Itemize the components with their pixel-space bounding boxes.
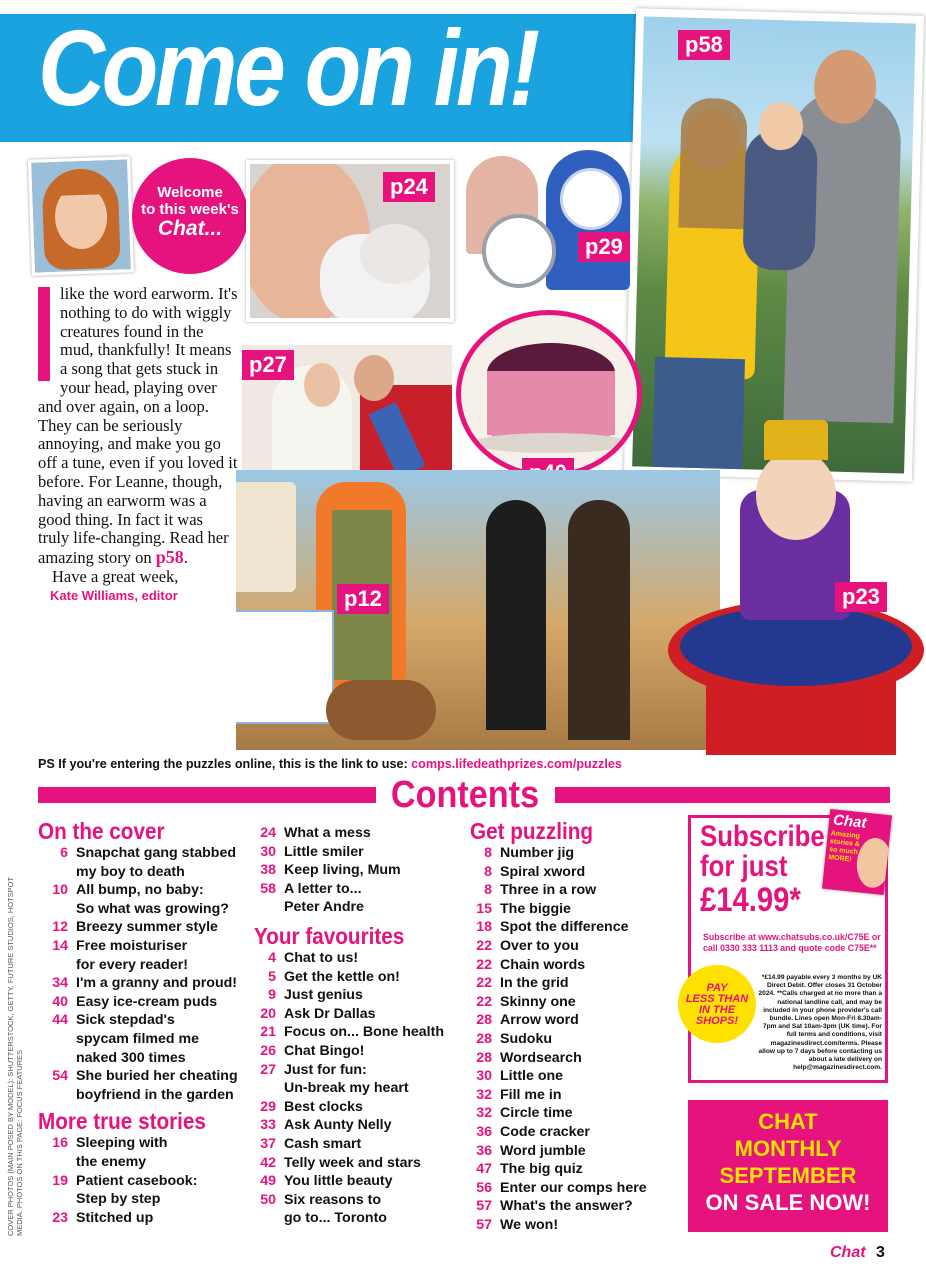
- contents-column-3: [462, 818, 682, 1234]
- section-title-get-puzzling: Get puzzling: [470, 818, 594, 844]
- photo-credit: COVER PHOTOS (MAIN POSED BY MODEL): SHUTTERSTOCK, GETTY, FUTURE STUDIOS, HOTSPOT MEDIA. PHOTOS ON THIS PAGE: FOCUS FEATURES: [6, 877, 24, 1236]
- contents-entry[interactable]: [246, 949, 461, 968]
- entry-title: What's the answer?: [500, 1198, 633, 1215]
- contents-entry[interactable]: [462, 1011, 682, 1030]
- entry-page-number: [38, 863, 76, 882]
- entry-page-number: 54: [52, 1068, 68, 1085]
- page-title: Come on in!: [38, 7, 537, 128]
- page-tag-p23[interactable]: p23: [835, 582, 887, 612]
- welcome-badge: [132, 158, 248, 274]
- entry-page-number: [38, 1030, 76, 1049]
- contents-entry[interactable]: [462, 863, 682, 882]
- entry-title: Over to you: [500, 937, 579, 954]
- section-title-your-favourites: Your favourites: [254, 922, 405, 949]
- contents-rule-left: [38, 787, 376, 803]
- footer: [830, 1244, 885, 1262]
- entry-page-number: 8: [484, 845, 492, 861]
- contents-entry[interactable]: [246, 1098, 461, 1117]
- entry-page-number: 8: [484, 882, 492, 899]
- entry-title: Sick stepdad's: [76, 1012, 175, 1029]
- contents-entry[interactable]: [462, 918, 682, 937]
- contents-entry[interactable]: [462, 881, 682, 900]
- contents-entry[interactable]: [246, 880, 461, 899]
- contents-entry[interactable]: [38, 863, 250, 882]
- entry-page-number: 22: [476, 975, 492, 992]
- entry-page-number: 20: [260, 1005, 276, 1022]
- contents-entry[interactable]: [38, 881, 250, 900]
- contents-column-2: [246, 824, 461, 1228]
- contents-entry[interactable]: [38, 1172, 250, 1191]
- contents-entry[interactable]: [462, 1086, 682, 1105]
- entry-title: Stitched up: [76, 1209, 154, 1226]
- intro-signoff: Have a great week,: [52, 566, 179, 586]
- entry-page-number: [38, 900, 76, 919]
- entry-title: Six reasons to: [284, 1191, 381, 1208]
- entry-page-number: 34: [52, 975, 68, 992]
- contents-entry[interactable]: [246, 1023, 461, 1042]
- entry-page-number: 10: [52, 882, 68, 899]
- entry-page-number: 33: [260, 1117, 276, 1134]
- entry-title: Sleeping with: [76, 1135, 168, 1152]
- entry-page-number: 8: [484, 863, 492, 880]
- contents-entry[interactable]: [246, 968, 461, 987]
- ps-text: PS If you're entering the puzzles online, this is the link to use:: [38, 757, 412, 771]
- contents-entry[interactable]: [246, 986, 461, 1005]
- page-tag-p12[interactable]: p12: [337, 584, 389, 614]
- entry-page-number: 5: [268, 968, 276, 985]
- entry-title: Number jig: [500, 845, 575, 861]
- entry-page-number: 38: [260, 862, 276, 879]
- contents-entry[interactable]: [462, 956, 682, 975]
- entry-page-number: 37: [260, 1135, 276, 1152]
- entry-title: The biggie: [500, 900, 571, 917]
- entry-title: The big quiz: [500, 1161, 583, 1178]
- entry-title: Three in a row: [500, 882, 597, 899]
- entry-title: Just for fun:: [284, 1061, 367, 1078]
- entry-page-number: 9: [268, 987, 276, 1004]
- entry-title: Free moisturiser: [76, 937, 188, 954]
- get-puzzling-list: [462, 844, 682, 1234]
- entry-title: naked 300 times: [76, 1049, 186, 1066]
- contents-entry[interactable]: [38, 1086, 250, 1105]
- contents-entry[interactable]: [462, 1049, 682, 1068]
- entry-page-number: 28: [476, 1030, 492, 1047]
- entry-title: Easy ice-cream puds: [76, 993, 218, 1010]
- contents-entry[interactable]: [38, 993, 250, 1012]
- entry-page-number: 30: [476, 1068, 492, 1085]
- contents-entry[interactable]: [246, 824, 461, 843]
- contents-entry[interactable]: [462, 937, 682, 956]
- entry-page-number: 22: [476, 937, 492, 954]
- family-photo[interactable]: [624, 8, 924, 481]
- entry-title: for every reader!: [76, 956, 188, 973]
- entry-title: In the grid: [500, 975, 569, 992]
- ps-line: [38, 757, 622, 771]
- entry-page-number: 29: [260, 1098, 276, 1115]
- entry-page-number: [246, 898, 284, 917]
- contents-entry[interactable]: [38, 937, 250, 956]
- contents-entry[interactable]: [38, 900, 250, 919]
- entry-title: Wordsearch: [500, 1049, 582, 1066]
- entry-page-number: 44: [52, 1012, 68, 1029]
- entry-page-number: [38, 956, 76, 975]
- entry-title: Breezy summer style: [76, 919, 218, 936]
- entry-title: Snapchat gang stabbed: [76, 845, 237, 861]
- entry-page-number: 26: [260, 1042, 276, 1059]
- entry-title: She buried her cheating: [76, 1068, 238, 1085]
- page-tag-p27[interactable]: p27: [242, 350, 294, 380]
- contents-entry[interactable]: [462, 1197, 682, 1216]
- welcome-line3: Chat...: [157, 217, 223, 240]
- contents-entry[interactable]: [38, 1030, 250, 1049]
- page-tag-p24[interactable]: p24: [383, 172, 435, 202]
- more-true-stories-list: [38, 1134, 250, 1227]
- column2-top-list: [246, 824, 461, 917]
- on-the-cover-list: [38, 844, 250, 1104]
- monthly-line2: MONTHLY: [734, 1136, 842, 1161]
- entry-title: Ask Dr Dallas: [284, 1005, 376, 1022]
- entry-title: Chat to us!: [284, 949, 359, 966]
- entry-title: go to... Toronto: [284, 1210, 387, 1227]
- pay-line2: LESS THAN: [685, 993, 749, 1005]
- entry-page-number: 30: [260, 843, 276, 860]
- entry-title: You little beauty: [284, 1173, 393, 1190]
- entry-page-number: [38, 1153, 76, 1172]
- entry-title: Un-break my heart: [284, 1080, 409, 1097]
- contents-entry[interactable]: [246, 1172, 461, 1191]
- monthly-line3: SEPTEMBER: [719, 1163, 857, 1188]
- contents-entry[interactable]: [462, 1179, 682, 1198]
- entry-title: Peter Andre: [284, 899, 364, 916]
- entry-title: Just genius: [284, 987, 363, 1004]
- your-favourites-list: [246, 949, 461, 1228]
- entry-page-number: 24: [260, 825, 276, 841]
- pay-less-badge: [678, 965, 756, 1043]
- entry-page-number: 56: [476, 1179, 492, 1196]
- entry-page-number: 28: [476, 1049, 492, 1066]
- entry-page-number: 28: [476, 1012, 492, 1029]
- contents-entry[interactable]: [38, 1067, 250, 1086]
- welcome-line1: Welcome: [157, 184, 223, 201]
- entry-page-number: [246, 1079, 284, 1098]
- entry-page-number: 57: [476, 1198, 492, 1215]
- entry-title: Cash smart: [284, 1135, 362, 1152]
- entry-page-number: [246, 1209, 284, 1228]
- entry-page-number: 16: [52, 1135, 68, 1152]
- entry-title: I'm a granny and proud!: [76, 975, 238, 992]
- contents-entry[interactable]: [462, 900, 682, 919]
- subscribe-terms: *£14.99 payable every 3 months by UK Direct Debit. Offer closes 31 October 2024. **Calls charged at no more than a national landline call, and may be included in your phone provider's call bundle. Lines open Mon-Fri 8.30am-7pm and Sat 10am-3pm (UK time). For full terms and conditions, visit magazinesdirect.com/terms. Please allow up to 7 days before contacting us about a late delivery on help@magazinesdirect.com.: [758, 974, 882, 1072]
- entry-title: the enemy: [76, 1153, 147, 1170]
- entry-title: Enter our comps here: [500, 1179, 647, 1196]
- entry-title: Word jumble: [500, 1142, 586, 1159]
- entry-page-number: 36: [476, 1142, 492, 1159]
- entry-title: Code cracker: [500, 1123, 590, 1140]
- entry-page-number: [38, 1190, 76, 1209]
- entry-title: Fill me in: [500, 1086, 562, 1103]
- entry-title: Circle time: [500, 1105, 573, 1122]
- contents-entry[interactable]: [462, 974, 682, 993]
- contents-entry[interactable]: [246, 1005, 461, 1024]
- contents-entry[interactable]: [462, 1160, 682, 1179]
- entry-page-number: 36: [476, 1123, 492, 1140]
- contents-entry[interactable]: [462, 1142, 682, 1161]
- entry-title: Arrow word: [500, 1012, 579, 1029]
- page-tag-p58[interactable]: p58: [678, 30, 730, 60]
- contents-rule-right: [555, 787, 890, 803]
- entry-title: Spot the difference: [500, 919, 629, 936]
- contents-entry[interactable]: [246, 1191, 461, 1210]
- editor-intro: [38, 285, 238, 606]
- entry-title: Sudoku: [500, 1030, 553, 1047]
- welcome-line2: to this week's: [141, 201, 239, 218]
- entry-page-number: 15: [476, 900, 492, 917]
- cover-text: Amazing stories & so much MORE!: [827, 830, 861, 864]
- contents-entry[interactable]: [462, 1067, 682, 1086]
- entry-page-number: 40: [52, 993, 68, 1010]
- contents-entry[interactable]: [246, 1116, 461, 1135]
- contents-entry[interactable]: [462, 844, 682, 863]
- entry-title: Focus on... Bone health: [284, 1024, 445, 1041]
- entry-page-number: 49: [260, 1173, 276, 1190]
- contents-entry[interactable]: [246, 1079, 461, 1098]
- entry-title: Ask Aunty Nelly: [284, 1117, 392, 1134]
- page-tag-p29[interactable]: p29: [578, 232, 630, 262]
- contents-entry[interactable]: [38, 956, 250, 975]
- entry-page-number: 18: [476, 919, 492, 936]
- entry-title: Keep living, Mum: [284, 862, 401, 879]
- page-number: 3: [876, 1244, 885, 1261]
- entry-page-number: 6: [60, 845, 68, 861]
- entry-page-number: 32: [476, 1105, 492, 1122]
- entry-page-number: 32: [476, 1086, 492, 1103]
- entry-page-number: 12: [52, 919, 68, 936]
- contents-entry[interactable]: [38, 1011, 250, 1030]
- cover-brand: Chat: [832, 811, 868, 832]
- contents-entry[interactable]: [38, 1153, 250, 1172]
- drop-cap-bar: [38, 287, 50, 381]
- contents-entry[interactable]: [462, 1104, 682, 1123]
- intro-end: .: [183, 548, 188, 568]
- contents-entry[interactable]: [246, 861, 461, 880]
- entry-title: A letter to...: [284, 880, 362, 897]
- contents-entry[interactable]: [246, 843, 461, 862]
- entry-page-number: 47: [476, 1161, 492, 1178]
- clocks-image[interactable]: [462, 150, 632, 290]
- pay-line4: SHOPS!: [695, 1015, 739, 1027]
- intro-page-link[interactable]: p58: [155, 547, 184, 568]
- intro-text: like the word earworm. It's nothing to do with wiggly creatures found in the mud, thankfully! It means a song that gets stuck in your head, playing over and over again, on a loop. They can be seriously annoying, and make you go off a tune, even if you loved it before. For Leanne, though, having an earworm was a good thing. In fact it was truly life-changing. Read her amazing story on: [38, 284, 238, 568]
- entry-page-number: 19: [52, 1172, 68, 1189]
- entry-title: Little smiler: [284, 843, 364, 860]
- contents-title: Contents: [390, 774, 540, 816]
- chat-monthly-box[interactable]: [688, 1100, 888, 1232]
- entry-page-number: 21: [260, 1024, 276, 1041]
- contents-entry[interactable]: [462, 1216, 682, 1235]
- entry-title: Chain words: [500, 956, 586, 973]
- entry-title: All bump, no baby:: [76, 882, 204, 899]
- entry-page-number: 57: [476, 1216, 492, 1233]
- editor-name: Kate Williams, editor: [50, 587, 178, 603]
- fashion-photo[interactable]: [236, 470, 720, 750]
- monthly-line1: CHAT: [758, 1109, 818, 1134]
- entry-title: What a mess: [284, 825, 371, 841]
- entry-title: Telly week and stars: [284, 1154, 421, 1171]
- entry-page-number: 27: [260, 1061, 276, 1078]
- entry-title: Patient casebook:: [76, 1172, 198, 1189]
- pay-line3: IN THE: [698, 1004, 736, 1016]
- contents-entry[interactable]: [246, 1209, 461, 1228]
- contents-entry[interactable]: [38, 974, 250, 993]
- entry-title: spycam filmed me: [76, 1030, 200, 1047]
- cake-image[interactable]: [456, 310, 642, 478]
- entry-title: Best clocks: [284, 1098, 363, 1115]
- contents-entry[interactable]: [246, 1042, 461, 1061]
- entry-page-number: 50: [260, 1191, 276, 1208]
- contents-entry[interactable]: [38, 1049, 250, 1068]
- section-title-on-the-cover: On the cover: [38, 818, 165, 844]
- section-title-more-true-stories: More true stories: [38, 1108, 206, 1135]
- contents-column-1: [38, 818, 250, 1227]
- entry-title: Get the kettle on!: [284, 968, 400, 985]
- entry-page-number: [38, 1086, 76, 1105]
- subscribe-line1: Subscribe: [700, 820, 825, 853]
- contents-entry[interactable]: [38, 1190, 250, 1209]
- subscribe-line2: for just: [700, 850, 788, 883]
- contents-entry[interactable]: [38, 918, 250, 937]
- postbox-photo[interactable]: [666, 420, 926, 755]
- subscribe-price: £14.99: [700, 881, 790, 919]
- entry-title: my boy to death: [76, 863, 185, 880]
- monthly-line4: ON SALE NOW!: [705, 1190, 871, 1215]
- entry-page-number: 58: [260, 880, 276, 897]
- subscribe-heading: [700, 822, 825, 918]
- entry-title: So what was growing?: [76, 900, 229, 917]
- contents-entry[interactable]: [462, 1030, 682, 1049]
- entry-title: Skinny one: [500, 993, 576, 1010]
- subscribe-cover-thumbnail[interactable]: [822, 809, 892, 895]
- contents-entry[interactable]: [38, 1134, 250, 1153]
- ps-link[interactable]: comps.lifedeathprizes.com/puzzles: [411, 757, 622, 771]
- entry-title: Spiral xword: [500, 863, 586, 880]
- entry-title: Little one: [500, 1068, 564, 1085]
- entry-title: Chat Bingo!: [284, 1042, 365, 1059]
- contents-entry[interactable]: [246, 898, 461, 917]
- editor-photo: [28, 156, 134, 275]
- pay-line1: PAY: [706, 982, 728, 994]
- contents-entry[interactable]: [246, 1061, 461, 1080]
- entry-page-number: [38, 1049, 76, 1068]
- contents-entry[interactable]: [38, 844, 250, 863]
- entry-title: Step by step: [76, 1191, 161, 1208]
- contents-entry[interactable]: [462, 993, 682, 1012]
- entry-title: boyfriend in the garden: [76, 1086, 234, 1103]
- contents-entry[interactable]: [246, 1135, 461, 1154]
- contents-entry[interactable]: [246, 1154, 461, 1173]
- subscribe-cta[interactable]: Subscribe at www.chatsubs.co.uk/C75E or call 0330 333 1113 and quote code C75E**: [703, 932, 881, 953]
- entry-page-number: 14: [52, 937, 68, 954]
- entry-page-number: 4: [268, 949, 276, 966]
- subscribe-star: *: [789, 881, 801, 919]
- entry-page-number: 23: [52, 1209, 68, 1226]
- contents-entry[interactable]: [38, 1209, 250, 1228]
- contents-entry[interactable]: [462, 1123, 682, 1142]
- entry-page-number: 22: [476, 956, 492, 973]
- footer-brand: Chat: [830, 1244, 866, 1261]
- entry-title: We won!: [500, 1216, 559, 1233]
- entry-page-number: 42: [260, 1154, 276, 1171]
- entry-page-number: 22: [476, 993, 492, 1010]
